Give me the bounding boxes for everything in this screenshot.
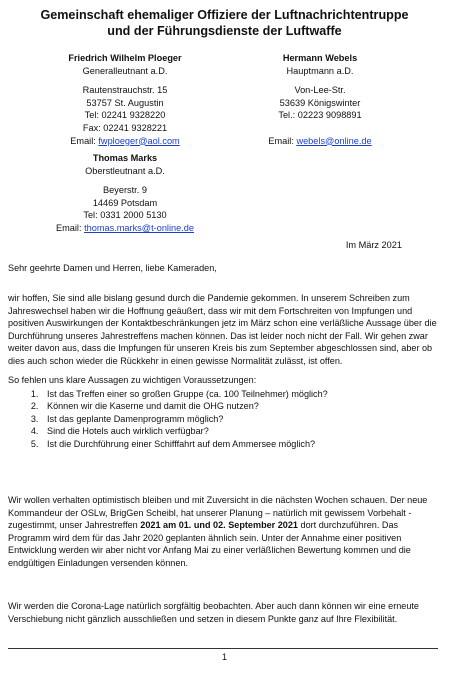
email-label: Email:: [70, 135, 96, 146]
requirements-list: [8, 388, 438, 451]
email-link[interactable]: webels@online.de: [296, 135, 372, 146]
footer-divider: [8, 648, 438, 649]
contact-email-row: [235, 135, 405, 148]
contact-name: Hermann Webels: [282, 53, 358, 63]
contact-street: Rautenstrauchstr. 15: [82, 85, 168, 96]
email-label: Email:: [55, 222, 82, 233]
contact-city: 53639 Königswinter: [279, 97, 361, 108]
contact-rank: Generalleutnant a.D.: [82, 65, 168, 76]
letter-date: Im März 2021: [345, 240, 402, 250]
organization-title-line2: und der Führungsdienste der Luftwaffe: [107, 24, 342, 38]
paragraph-text: Wir wollen verhalten optimistisch bleiben und mit Zuversicht in die nächsten Wochen schauen. Der neue Kommandeur der OSLw, BrigGen Scheibl, hat unserer Planung – natürlich mit gewissem Vorbehalt - zugestimmt, unser Jahrestreffen: [8, 495, 428, 531]
contact-city: 53757 St. Augustin: [86, 97, 164, 108]
contact-name: Friedrich Wilhelm Ploeger: [68, 53, 182, 63]
list-item: 4. Sind die Hotels auch wirklich verfügbar?: [41, 425, 438, 438]
requirements-intro: So fehlen uns klare Aussagen zu wichtigen Voraussetzungen:: [8, 375, 257, 385]
contact-street: Von-Lee-Str.: [294, 85, 346, 96]
contact-email-row: [40, 135, 210, 148]
organization-title-line1: Gemeinschaft ehemaliger Offiziere der Luftnachrichtentruppe: [40, 8, 409, 22]
contact-rank: Hauptmann a.D.: [286, 65, 354, 76]
contact-city: 14469 Potsdam: [92, 197, 158, 208]
contact-fax: Fax: 02241 9328221: [82, 122, 168, 133]
contact-rank: Oberstleutnant a.D.: [85, 165, 165, 176]
email-link[interactable]: fwploeger@aol.com: [98, 135, 180, 146]
list-item: 1. Ist das Treffen einer so großen Gruppe (ca. 100 Teilnehmer) möglich?: [41, 388, 438, 401]
contact-tel: Tel: 02241 9328220: [84, 110, 166, 121]
contact-email-row: [40, 222, 210, 235]
requirements-section: [8, 374, 438, 451]
contact-tel: Tel.: 02223 9098891: [278, 110, 362, 121]
list-item: 3. Ist das geplante Damenprogramm möglich?: [41, 413, 438, 426]
paragraph-closing: Wir werden die Corona-Lage natürlich sorgfältig beobachten. Aber auch dann können wir eine erneute Verschiebung nicht gänzlich ausschließen und setzen in diesem Punkte ganz auf Ihre Flexibilität.: [8, 601, 419, 624]
contact-webels: [235, 52, 405, 147]
contact-marks: [40, 152, 210, 235]
salutation: Sehr geehrte Damen und Herren, liebe Kameraden,: [8, 263, 217, 273]
page-number: 1: [221, 652, 227, 662]
contact-name: Thomas Marks: [92, 153, 158, 163]
contact-street: Beyerstr. 9: [103, 185, 147, 196]
list-item: 2. Können wir die Kaserne und damit die OHG nutzen?: [41, 400, 438, 413]
email-link[interactable]: thomas.marks@t-online.de: [84, 222, 195, 233]
list-item: 5. Ist die Durchführung einer Schifffahrt auf dem Ammersee möglich?: [41, 438, 438, 451]
contact-tel: Tel: 0331 2000 5130: [83, 210, 167, 221]
email-label: Email:: [268, 135, 294, 146]
meeting-dates: 2021 am 01. und 02. September 2021: [140, 520, 298, 531]
paragraph-text: dort durchzuführen. Das Programm wird dem für das Jahr 2020 geplanten ähnlich sein. Unter der Annahme einer positiven Entwicklung werden wir aber nicht vor Anfang Mai zu einer verläßlichen Bewertung kommen und die endgültigen Einladungen versenden können.: [8, 520, 411, 568]
paragraph-planning: [8, 494, 438, 570]
contact-ploeger: [40, 52, 210, 147]
paragraph-intro: wir hoffen, Sie sind alle bislang gesund durch die Pandemie gekommen. In unserem Schreiben zum Jahreswechsel haben wir die Hoffnung geäußert, dass wir mit dem Fortschreiten von Impfungen und positiven Auswirkungen der Kontaktbeschränkungen jetz im März schon eine verläßliche Aussage über die Durchführung unseres Jahrestreffens machen können. Das ist leider noch nicht der Fall. Wir gehen zwar weiter davon aus, dass die Impfungen für unseren Kreis bis zum September abgeschlossen sind, aber ob dies auch schon wieder die Rückkehr in einen gewisse Normalität zulässt, ist offen.: [8, 293, 437, 366]
